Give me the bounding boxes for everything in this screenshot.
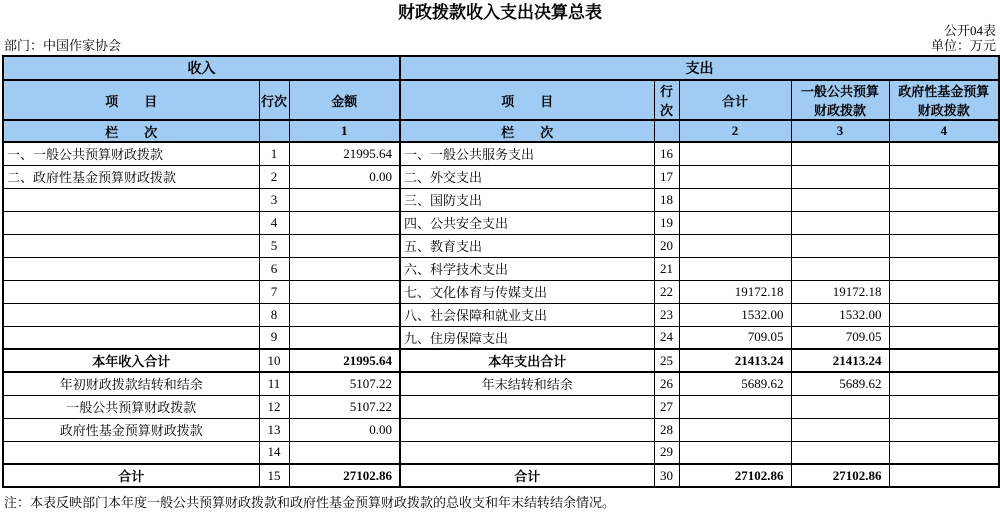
income-rowno-cell: 10 bbox=[259, 349, 289, 372]
income-amount-cell bbox=[289, 326, 400, 349]
exp-item-cell bbox=[400, 441, 654, 464]
table-row bbox=[3, 441, 999, 464]
exp-total-cell: 21413.24 bbox=[679, 349, 791, 372]
column-number-row bbox=[3, 120, 999, 142]
exp-general-cell bbox=[791, 188, 889, 211]
exp-general-cell: 21413.24 bbox=[791, 349, 889, 372]
income-rowno-cell: 4 bbox=[259, 211, 289, 234]
exp-gov-fund-header: 政府性基金预算 财政拨款 bbox=[889, 80, 999, 120]
expenditure-section-header: 支出 bbox=[400, 56, 999, 80]
exp-item-cell bbox=[400, 395, 654, 418]
income-amount-cell: 0.00 bbox=[289, 418, 400, 441]
exp-item-cell: 八、社会保障和就业支出 bbox=[400, 303, 654, 326]
exp-item-header: 项 目 bbox=[400, 80, 654, 120]
exp-general-cell bbox=[791, 441, 889, 464]
table-body bbox=[3, 142, 999, 487]
exp-fund-cell bbox=[889, 234, 999, 257]
income-amount-cell: 5107.22 bbox=[289, 395, 400, 418]
exp-fund-cell bbox=[889, 257, 999, 280]
exp-fund-cell bbox=[889, 418, 999, 441]
exp-rowno-cell: 27 bbox=[654, 395, 679, 418]
exp-item-cell: 四、公共安全支出 bbox=[400, 211, 654, 234]
exp-total-cell bbox=[679, 257, 791, 280]
exp-total-cell bbox=[679, 418, 791, 441]
exp-rowno-cell: 19 bbox=[654, 211, 679, 234]
exp-item-cell bbox=[400, 418, 654, 441]
income-item-cell: 本年收入合计 bbox=[3, 349, 259, 372]
exp-general-cell: 5689.62 bbox=[791, 372, 889, 395]
table-row bbox=[3, 211, 999, 234]
empty-header-cell bbox=[654, 120, 679, 142]
table-row bbox=[3, 326, 999, 349]
exp-general-cell bbox=[791, 418, 889, 441]
column-num-3: 3 bbox=[791, 120, 889, 142]
exp-general-cell bbox=[791, 234, 889, 257]
exp-fund-cell bbox=[889, 142, 999, 165]
table-row bbox=[3, 188, 999, 211]
income-amount-cell bbox=[289, 234, 400, 257]
exp-rowno-cell: 24 bbox=[654, 326, 679, 349]
exp-rowno-cell: 26 bbox=[654, 372, 679, 395]
exp-total-cell: 1532.00 bbox=[679, 303, 791, 326]
exp-general-cell bbox=[791, 257, 889, 280]
income-amount-cell: 0.00 bbox=[289, 165, 400, 188]
income-rowno-cell: 8 bbox=[259, 303, 289, 326]
income-column-label: 栏 次 bbox=[3, 120, 259, 142]
empty-header-cell bbox=[259, 120, 289, 142]
exp-rowno-cell: 16 bbox=[654, 142, 679, 165]
income-item-cell: 一、一般公共预算财政拨款 bbox=[3, 142, 259, 165]
exp-total-cell bbox=[679, 441, 791, 464]
table-row bbox=[3, 372, 999, 395]
exp-total-cell bbox=[679, 234, 791, 257]
exp-total-cell bbox=[679, 165, 791, 188]
exp-rowno-cell: 21 bbox=[654, 257, 679, 280]
exp-rowno-cell: 18 bbox=[654, 188, 679, 211]
income-amount-cell bbox=[289, 441, 400, 464]
table-row bbox=[3, 142, 999, 165]
department-label: 部门：中国作家协会 bbox=[4, 38, 122, 53]
exp-rowno-cell: 28 bbox=[654, 418, 679, 441]
exp-general-cell bbox=[791, 211, 889, 234]
income-amount-cell: 5107.22 bbox=[289, 372, 400, 395]
income-rowno-cell: 13 bbox=[259, 418, 289, 441]
exp-fund-cell bbox=[889, 326, 999, 349]
exp-rowno-cell: 23 bbox=[654, 303, 679, 326]
income-item-cell bbox=[3, 326, 259, 349]
exp-general-cell: 27102.86 bbox=[791, 464, 889, 487]
income-item-cell: 政府性基金预算财政拨款 bbox=[3, 418, 259, 441]
income-item-cell: 一般公共预算财政拨款 bbox=[3, 395, 259, 418]
income-amount-cell bbox=[289, 280, 400, 303]
exp-item-cell: 五、教育支出 bbox=[400, 234, 654, 257]
income-item-cell: 二、政府性基金预算财政拨款 bbox=[3, 165, 259, 188]
income-item-cell bbox=[3, 303, 259, 326]
income-rowno-cell: 1 bbox=[259, 142, 289, 165]
table-head bbox=[3, 56, 999, 142]
income-item-cell: 合计 bbox=[3, 464, 259, 487]
exp-item-cell: 六、科学技术支出 bbox=[400, 257, 654, 280]
exp-fund-cell bbox=[889, 303, 999, 326]
table-row bbox=[3, 257, 999, 280]
income-amount-cell: 27102.86 bbox=[289, 464, 400, 487]
exp-general-cell: 709.05 bbox=[791, 326, 889, 349]
exp-item-cell: 一、一般公共服务支出 bbox=[400, 142, 654, 165]
exp-item-cell: 九、住房保障支出 bbox=[400, 326, 654, 349]
exp-fund-cell bbox=[889, 464, 999, 487]
exp-fund-cell bbox=[889, 441, 999, 464]
income-rowno-cell: 7 bbox=[259, 280, 289, 303]
exp-rowno-cell: 22 bbox=[654, 280, 679, 303]
income-item-header: 项 目 bbox=[3, 80, 259, 120]
exp-item-cell: 七、文化体育与传媒支出 bbox=[400, 280, 654, 303]
income-amount-header: 金额 bbox=[289, 80, 400, 120]
income-rowno-cell: 5 bbox=[259, 234, 289, 257]
table-row bbox=[3, 349, 999, 372]
exp-fund-cell bbox=[889, 395, 999, 418]
table-row bbox=[3, 418, 999, 441]
exp-rowno-cell: 17 bbox=[654, 165, 679, 188]
column-num-1: 1 bbox=[289, 120, 400, 142]
exp-rowno-cell: 30 bbox=[654, 464, 679, 487]
table-row bbox=[3, 395, 999, 418]
exp-item-cell: 二、外交支出 bbox=[400, 165, 654, 188]
exp-total-cell: 27102.86 bbox=[679, 464, 791, 487]
income-amount-cell bbox=[289, 303, 400, 326]
table-row bbox=[3, 165, 999, 188]
exp-rowno-header: 行次 bbox=[654, 80, 679, 120]
income-rowno-header: 行次 bbox=[259, 80, 289, 120]
section-header-row bbox=[3, 56, 999, 80]
exp-total-header: 合计 bbox=[679, 80, 791, 120]
exp-fund-cell bbox=[889, 211, 999, 234]
table-row bbox=[3, 280, 999, 303]
income-rowno-cell: 11 bbox=[259, 372, 289, 395]
exp-total-cell bbox=[679, 211, 791, 234]
income-item-cell: 年初财政拨款结转和结余 bbox=[3, 372, 259, 395]
exp-item-cell: 本年支出合计 bbox=[400, 349, 654, 372]
income-amount-cell: 21995.64 bbox=[289, 142, 400, 165]
income-rowno-cell: 2 bbox=[259, 165, 289, 188]
exp-general-cell bbox=[791, 165, 889, 188]
income-item-cell bbox=[3, 280, 259, 303]
exp-general-cell: 1532.00 bbox=[791, 303, 889, 326]
income-rowno-cell: 14 bbox=[259, 441, 289, 464]
exp-fund-cell bbox=[889, 349, 999, 372]
income-rowno-cell: 9 bbox=[259, 326, 289, 349]
exp-total-cell bbox=[679, 395, 791, 418]
exp-total-cell: 19172.18 bbox=[679, 280, 791, 303]
income-item-cell bbox=[3, 257, 259, 280]
income-item-cell bbox=[3, 234, 259, 257]
exp-fund-cell bbox=[889, 280, 999, 303]
exp-total-cell: 709.05 bbox=[679, 326, 791, 349]
fiscal-summary-table bbox=[2, 55, 1000, 488]
exp-fund-cell bbox=[889, 188, 999, 211]
page-title: 财政拨款收入支出决算总表 bbox=[398, 3, 602, 22]
exp-rowno-cell: 20 bbox=[654, 234, 679, 257]
footnote: 注：本表反映部门本年度一般公共预算财政拨款和政府性基金预算财政拨款的总收支和年末结转结余情况。 bbox=[4, 495, 616, 510]
income-amount-cell: 21995.64 bbox=[289, 349, 400, 372]
income-item-cell bbox=[3, 188, 259, 211]
income-rowno-cell: 15 bbox=[259, 464, 289, 487]
unit-label: 单位：万元 bbox=[930, 38, 996, 53]
exp-fund-cell bbox=[889, 372, 999, 395]
income-rowno-cell: 3 bbox=[259, 188, 289, 211]
exp-item-cell: 合计 bbox=[400, 464, 654, 487]
table-row bbox=[3, 303, 999, 326]
exp-rowno-cell: 25 bbox=[654, 349, 679, 372]
income-item-cell bbox=[3, 211, 259, 234]
exp-item-cell: 三、国防支出 bbox=[400, 188, 654, 211]
exp-general-budget-header: 一般公共预算 财政拨款 bbox=[791, 80, 889, 120]
exp-general-cell: 19172.18 bbox=[791, 280, 889, 303]
income-section-header: 收入 bbox=[3, 56, 400, 80]
table-code: 公开04表 bbox=[943, 23, 996, 38]
income-amount-cell bbox=[289, 188, 400, 211]
table-row bbox=[3, 464, 999, 487]
exp-total-cell bbox=[679, 142, 791, 165]
income-rowno-cell: 6 bbox=[259, 257, 289, 280]
column-header-row bbox=[3, 80, 999, 120]
column-num-4: 4 bbox=[889, 120, 999, 142]
exp-column-label: 栏 次 bbox=[400, 120, 654, 142]
exp-fund-cell bbox=[889, 165, 999, 188]
income-amount-cell bbox=[289, 211, 400, 234]
income-item-cell bbox=[3, 441, 259, 464]
exp-total-cell: 5689.62 bbox=[679, 372, 791, 395]
income-amount-cell bbox=[289, 257, 400, 280]
meta-line bbox=[2, 38, 998, 53]
exp-general-cell bbox=[791, 142, 889, 165]
exp-total-cell bbox=[679, 188, 791, 211]
exp-rowno-cell: 29 bbox=[654, 441, 679, 464]
exp-general-cell bbox=[791, 395, 889, 418]
income-rowno-cell: 12 bbox=[259, 395, 289, 418]
column-num-2: 2 bbox=[679, 120, 791, 142]
table-row bbox=[3, 234, 999, 257]
exp-item-cell: 年末结转和结余 bbox=[400, 372, 654, 395]
